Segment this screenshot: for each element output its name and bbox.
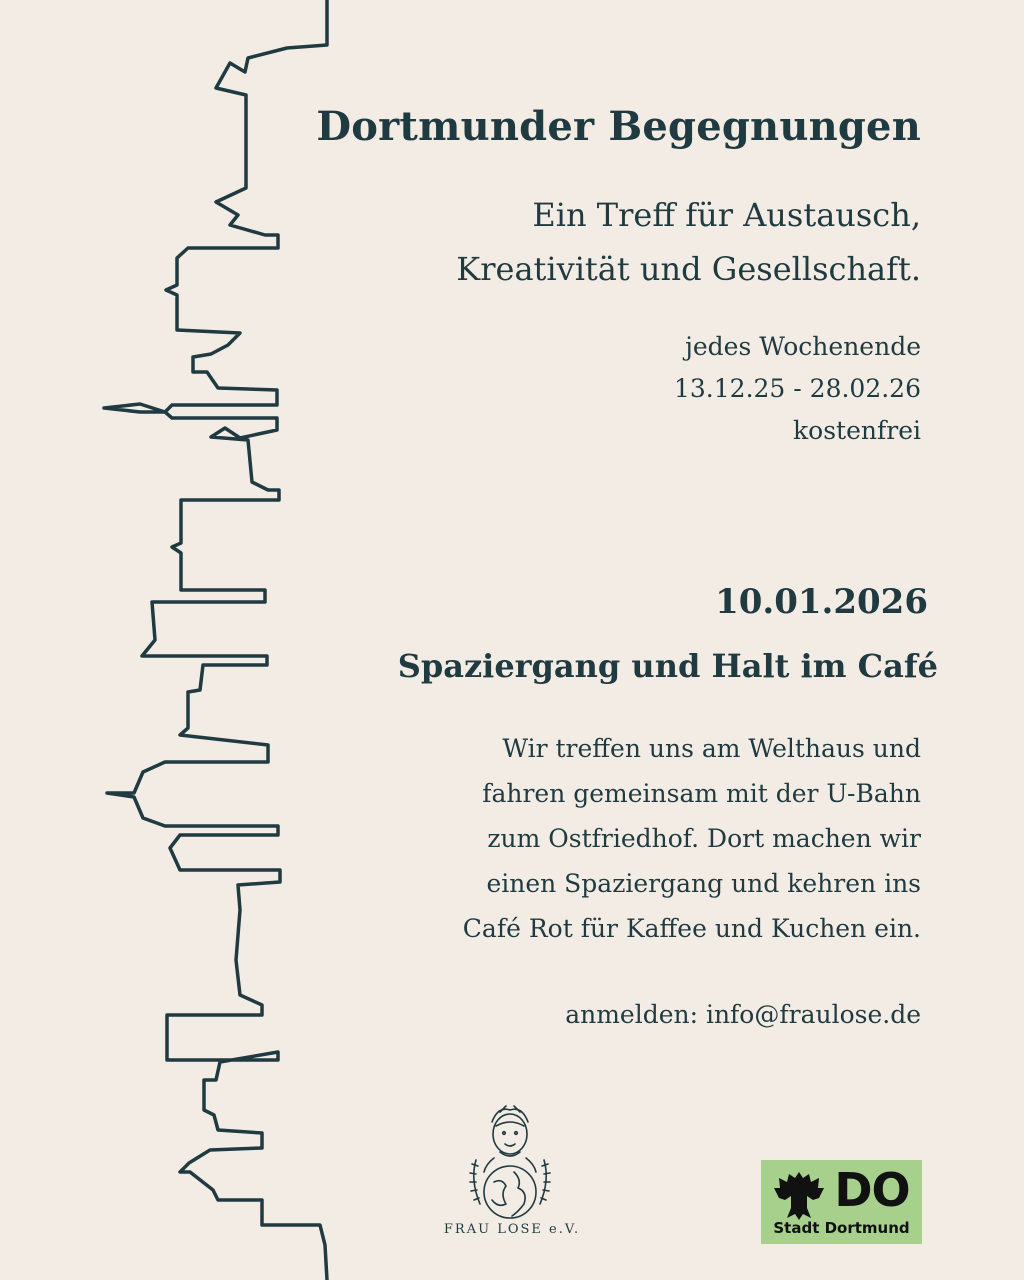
frau-lose-name: FRAU LOSE e.V. [443,1222,581,1237]
description-line: zum Ostfriedhof. Dort machen wir [487,824,921,853]
description-line: Wir treffen uns am Welthaus und [502,734,921,763]
subtitle-line: Ein Treff für Austausch, [532,196,921,234]
description-line: fahren gemeinsam mit der U-Bahn [482,779,921,808]
schedule-frequency: jedes Wochenende [685,332,921,361]
description-line: Café Rot für Kaffee und Kuchen ein. [462,914,921,943]
schedule-info [674,326,921,452]
subtitle [456,188,921,296]
event-description [463,726,921,951]
stadt-dortmund-logo [761,1160,922,1244]
page-title: Dortmunder Begegnungen [316,103,921,150]
event-title: Spaziergang und Halt im Café [397,647,938,685]
description-line: einen Spaziergang und kehren ins [486,869,921,898]
event-date: 10.01.2026 [715,582,928,622]
schedule-price: kostenfrei [793,416,921,445]
eagle-icon [771,1168,827,1224]
dortmund-name: Stadt Dortmund [773,1219,910,1237]
subtitle-line: Kreativität und Gesellschaft. [456,250,921,288]
dortmund-wordmark: DO [834,1163,910,1217]
schedule-period: 13.12.25 - 28.02.26 [674,374,921,403]
registration-contact: anmelden: info@fraulose.de [565,1000,921,1029]
